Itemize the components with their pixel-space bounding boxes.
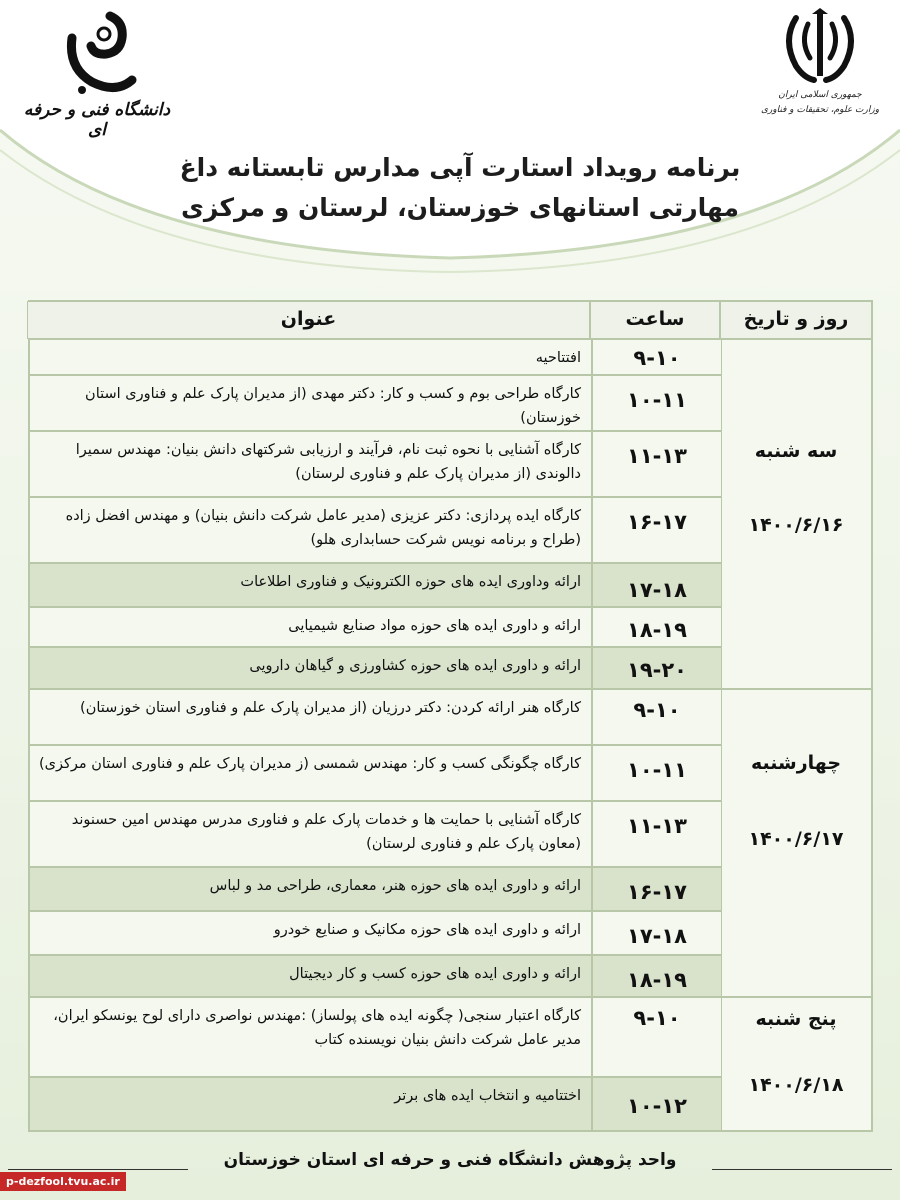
- title-line-1: برنامه رویداد استارت آپی مدارس تابستانه داغ: [179, 153, 741, 182]
- row-description: اختتامیه و انتخاب ایده های برتر: [29, 1077, 592, 1131]
- row-description: ارائه و داوری ایده های حوزه کسب و کار دیجیتال: [29, 955, 592, 997]
- table-row: [29, 375, 722, 431]
- table-row: [29, 745, 722, 801]
- schedule-table: [28, 300, 873, 1132]
- day-name: پنج شنبه: [755, 1008, 837, 1030]
- table-row: [29, 339, 722, 375]
- row-time: ۱۶-۱۷: [592, 497, 722, 563]
- row-description: ارائه وداوری ایده های حوزه الکترونیک و فناوری اطلاعات: [29, 563, 592, 607]
- day-cell-wednesday: [720, 689, 872, 997]
- row-description: افتتاحیه: [29, 339, 592, 375]
- row-time: ۱۰-۱۲: [592, 1077, 722, 1131]
- university-logo: [12, 8, 182, 140]
- row-time: ۱۰-۱۱: [592, 745, 722, 801]
- table-row: [29, 1077, 722, 1131]
- ministry-line-1: جمهوری اسلامی ایران: [778, 90, 862, 100]
- table-row: [29, 911, 722, 955]
- footer-text: واحد پژوهش دانشگاه فنی و حرفه ای استان خوزستان: [223, 1150, 677, 1170]
- row-description: کارگاه آشنایی با حمایت ها و خدمات پارک علم و فناوری مدرس مهندس امین حسنوند (معاون پارک علم و فناوری لرستان): [29, 801, 592, 867]
- row-time: ۱۷-۱۸: [592, 911, 722, 955]
- day-cell-thursday: [720, 997, 872, 1131]
- table-row: [29, 563, 722, 607]
- university-logo-icon: [52, 8, 142, 98]
- row-time: ۱۰-۱۱: [592, 375, 722, 431]
- site-url-badge: p-dezfool.tvu.ac.ir: [0, 1172, 126, 1191]
- table-row: [29, 689, 722, 745]
- day-cell-tuesday: [720, 339, 872, 689]
- ministry-logo: [760, 8, 880, 118]
- row-description: کارگاه ایده پردازی: دکتر عزیزی (مدیر عامل شرکت دانش بنیان) و مهندس افضل زاده (طراح و برنامه نویس شرکت حسابداری هلو): [29, 497, 592, 563]
- header-day: روز و تاریخ: [720, 301, 872, 339]
- day-date: ۱۴۰۰/۶/۱۸: [748, 1074, 844, 1096]
- row-time: ۱۸-۱۹: [592, 955, 722, 997]
- row-time: ۹-۱۰: [592, 689, 722, 745]
- day-name: چهارشنبه: [750, 752, 842, 774]
- row-time: ۱۹-۲۰: [592, 647, 722, 689]
- row-description: کارگاه طراحی بوم و کسب و کار: دکتر مهدی (از مدیران پارک علم و فناوری استان خوزستان): [29, 375, 592, 431]
- row-description: ارائه و داوری ایده های حوزه کشاورزی و گیاهان دارویی: [29, 647, 592, 689]
- row-description: کارگاه آشنایی با نحوه ثبت نام، فرآیند و ارزیابی شرکتهای دانش بنیان: مهندس سمیرا دالوندی (از مدیران پارک علم و فناوری لرستان): [29, 431, 592, 497]
- title-line-2: مهارتی استانهای خوزستان، لرستان و مرکزی: [180, 193, 740, 222]
- row-time: ۱۷-۱۸: [592, 563, 722, 607]
- row-description: کارگاه هنر ارائه کردن: دکتر درزیان (از مدیران پارک علم و فناوری استان خوزستان): [29, 689, 592, 745]
- row-description: ارائه و داوری ایده های حوزه هنر، معماری، طراحی مد و لباس: [29, 867, 592, 911]
- row-time: ۱۸-۱۹: [592, 607, 722, 647]
- table-row: [29, 497, 722, 563]
- table-row: [29, 801, 722, 867]
- iran-emblem-icon: [778, 8, 862, 88]
- row-time: ۱۱-۱۳: [592, 431, 722, 497]
- row-time: ۱۱-۱۳: [592, 801, 722, 867]
- footer: [0, 1150, 900, 1180]
- page-title: [150, 148, 770, 228]
- row-time: ۹-۱۰: [592, 339, 722, 375]
- ministry-line-2: وزارت علوم، تحقیقات و فناوری: [760, 105, 880, 115]
- table-row: [29, 431, 722, 497]
- table-row: [29, 955, 722, 997]
- table-row: [29, 607, 722, 647]
- row-time: ۹-۱۰: [592, 997, 722, 1077]
- footer-rule-right: [712, 1169, 892, 1170]
- header-time: ساعت: [590, 301, 720, 339]
- row-description: ارائه و داوری ایده های حوزه مواد صنایع شیمیایی: [29, 607, 592, 647]
- table-row: [29, 647, 722, 689]
- day-date: ۱۴۰۰/۶/۱۷: [748, 828, 844, 850]
- row-description: ارائه و داوری ایده های حوزه مکانیک و صنایع خودرو: [29, 911, 592, 955]
- day-name: سه شنبه: [754, 440, 838, 462]
- table-row: [29, 867, 722, 911]
- university-name: دانشگاه فنی و حرفه ای: [23, 100, 171, 140]
- row-description: کارگاه چگونگی کسب و کار: مهندس شمسی (ز مدیران پارک علم و فناوری استان مرکزی): [29, 745, 592, 801]
- footer-rule-left: [8, 1169, 188, 1170]
- day-date: ۱۴۰۰/۶/۱۶: [748, 514, 844, 536]
- table-row: [29, 997, 722, 1077]
- row-description: کارگاه اعتبار سنجی( چگونه ایده های پولساز) :مهندس نواصری دارای لوح یونسکو ایران، مدیر عامل شرکت دانش بنیان نویسنده کتاب: [29, 997, 592, 1077]
- row-time: ۱۶-۱۷: [592, 867, 722, 911]
- header-title: عنوان: [27, 301, 590, 339]
